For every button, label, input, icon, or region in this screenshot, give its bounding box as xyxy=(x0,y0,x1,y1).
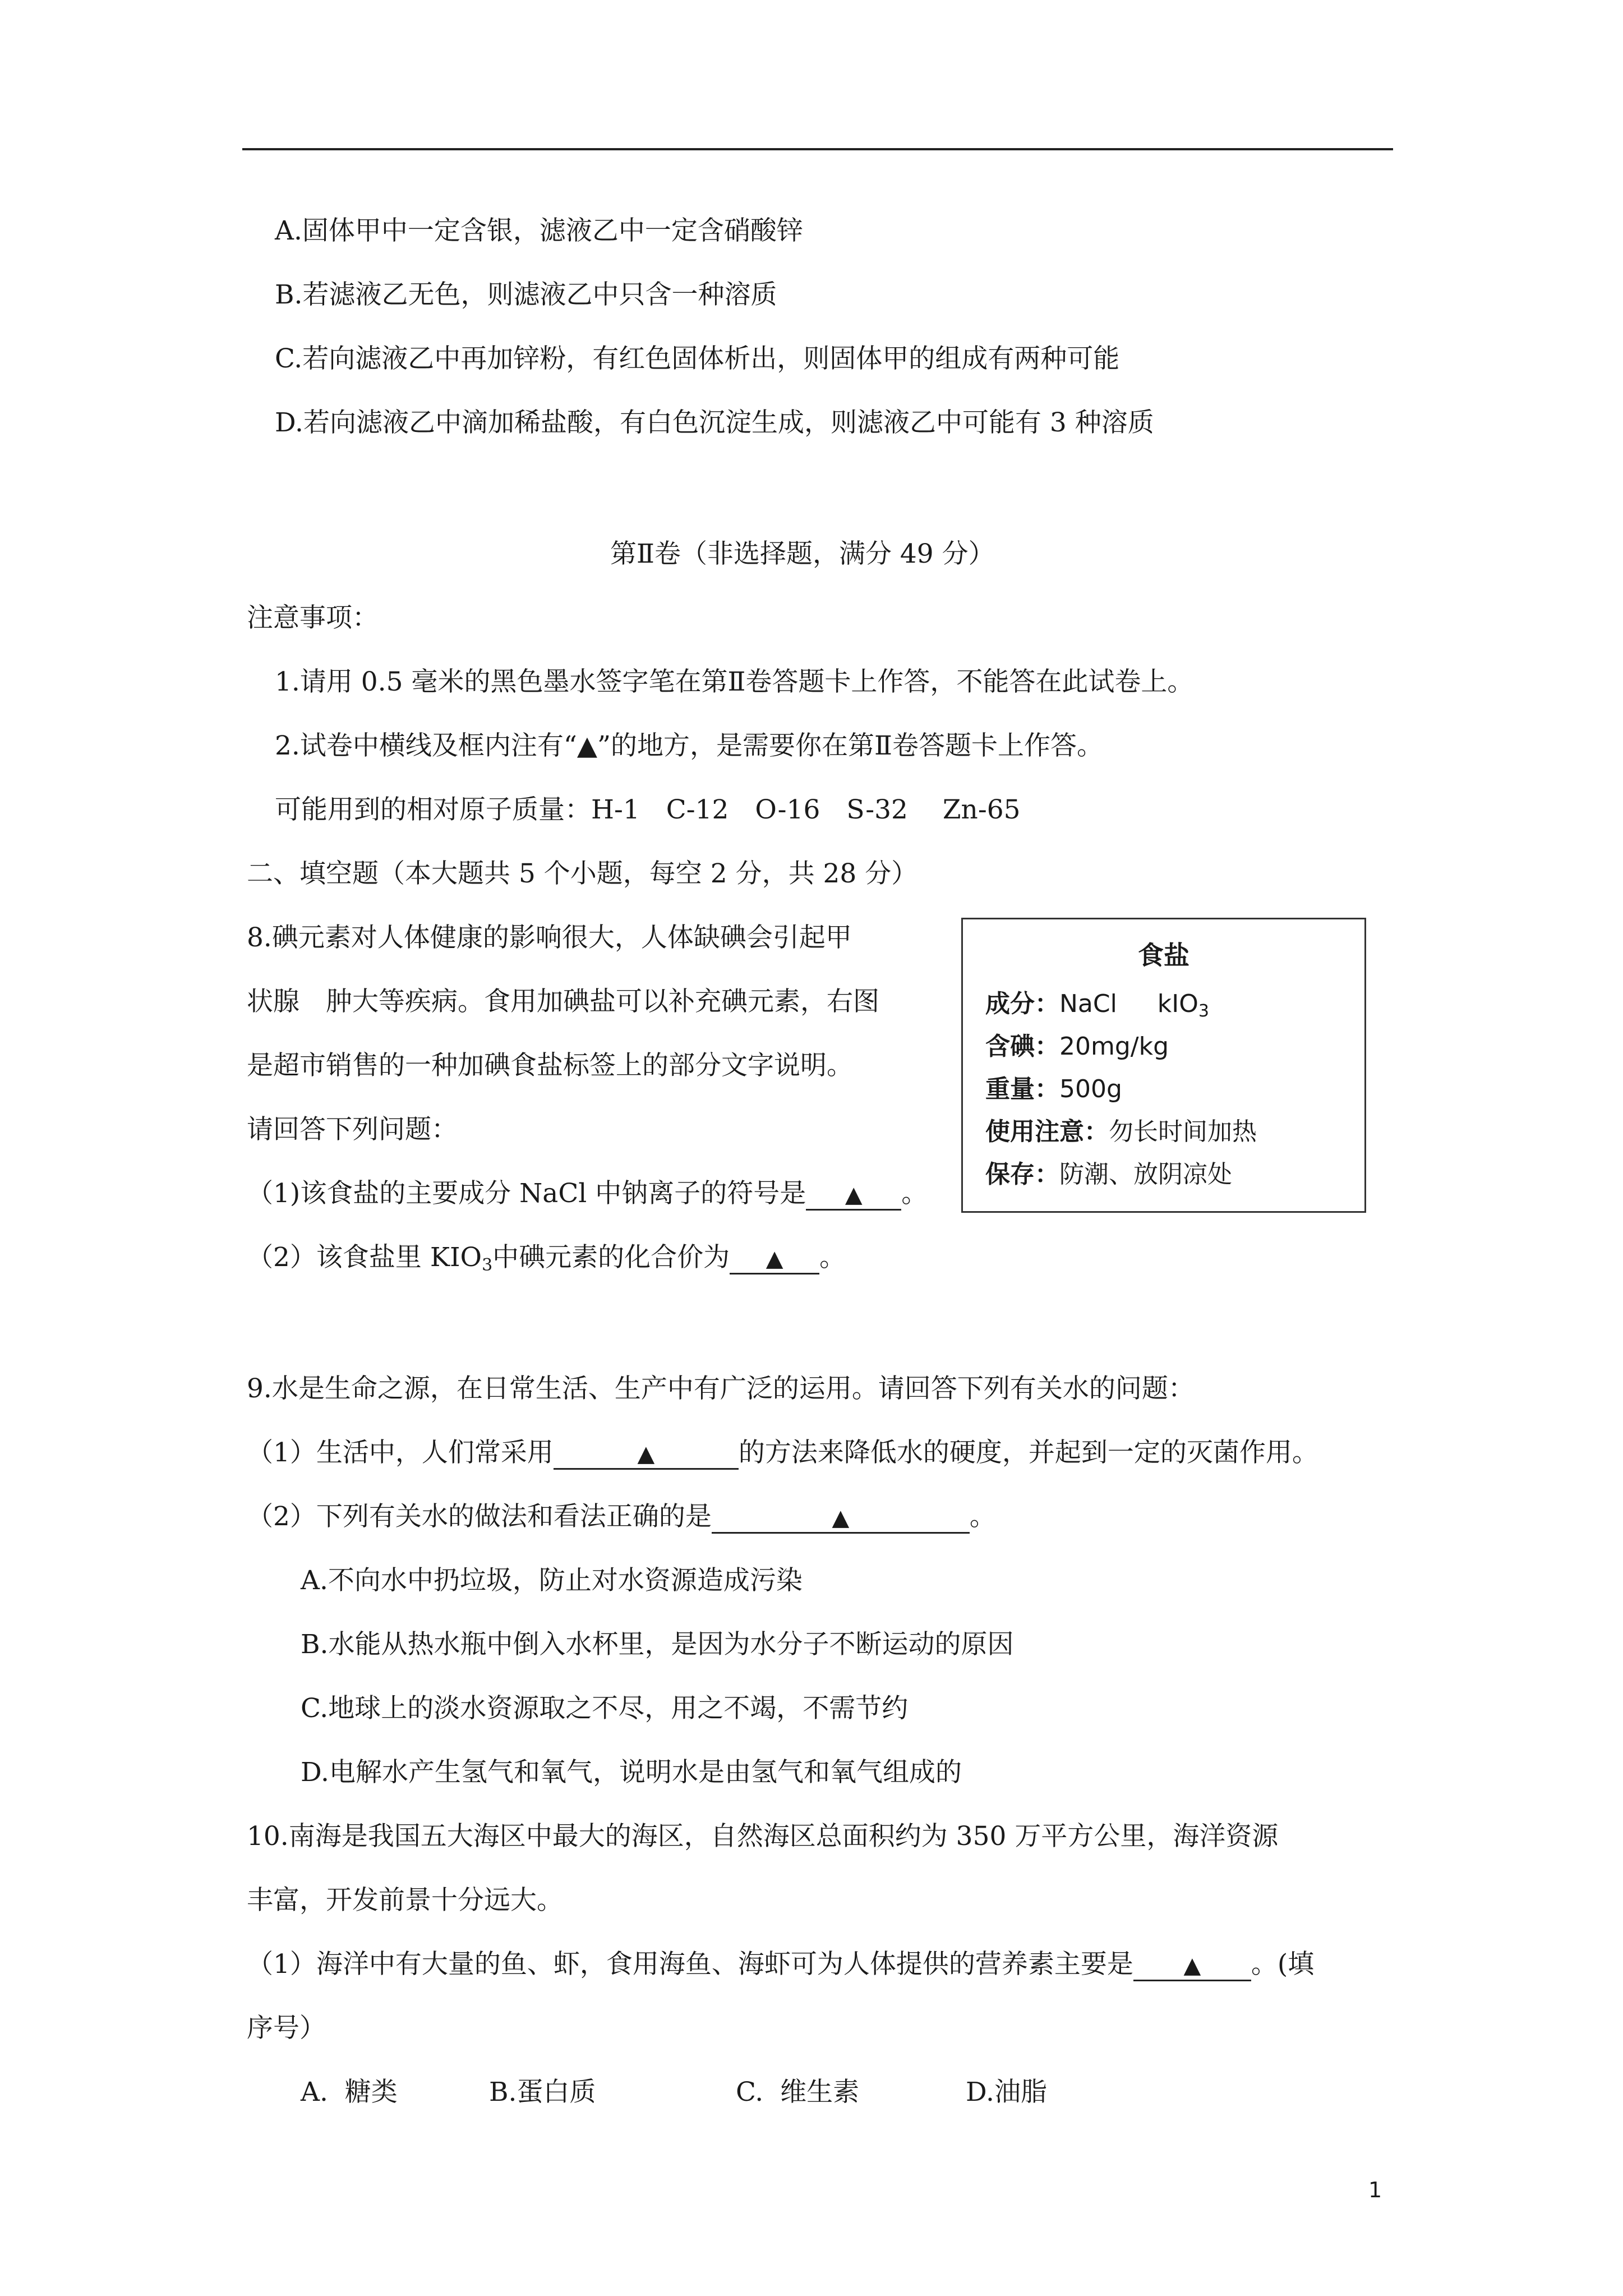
note-2: 2.试卷中横线及框内注有“▲”的地方，是需要你在第Ⅱ卷答题卡上作答。 xyxy=(275,730,1103,761)
answer-blank[interactable] xyxy=(1133,1950,1251,1981)
q10-option-a: A. 糖类 xyxy=(301,2077,398,2108)
q8-sub2-text-a: （2）该食盐里 KIO xyxy=(247,1242,482,1273)
page-number: 1 xyxy=(1368,2178,1382,2202)
storage-key: 保存： xyxy=(985,1160,1059,1189)
triangle-icon: ▲ xyxy=(766,1246,783,1272)
q10-stem-1: 10.南海是我国五大海区中最大的海区，自然海区总面积约为 350 万平方公里，海洋资源 xyxy=(247,1821,1279,1852)
q8-line-4: 请回答下列问题： xyxy=(247,1114,458,1145)
q9-option-d: D.电解水产生氢气和氧气，说明水是由氢气和氧气组成的 xyxy=(301,1757,962,1788)
q10-sub1-a: （1）海洋中有大量的鱼、虾，食用海鱼、海虾可为人体提供的营养素主要是 xyxy=(247,1949,1133,1980)
q8-sub2-text-b: 中碘元素的化合价为 xyxy=(492,1242,730,1273)
triangle-icon: ▲ xyxy=(845,1182,863,1208)
q10-sub-1 xyxy=(247,1948,1314,1981)
notes-title: 注意事项： xyxy=(247,602,379,633)
salt-label xyxy=(961,918,1366,1213)
q9-sub-2 xyxy=(247,1500,996,1534)
q10-option-c: C. 维生素 xyxy=(736,2077,860,2108)
q8-sub2-end: 。 xyxy=(819,1242,846,1273)
triangle-icon: ▲ xyxy=(832,1505,850,1531)
q7-option-b: B.若滤液乙无色，则滤液乙中只含一种溶质 xyxy=(275,279,777,310)
answer-blank[interactable] xyxy=(730,1244,819,1274)
salt-label-title: 食盐 xyxy=(1138,940,1189,970)
salt-label-weight xyxy=(985,1069,1122,1105)
note-1: 1.请用 0.5 毫米的黑色墨水签字笔在第Ⅱ卷答题卡上作答，不能答在此试卷上。 xyxy=(275,666,1194,697)
iodine-key: 含碘： xyxy=(985,1032,1059,1061)
salt-label-ingredients xyxy=(985,983,1209,1019)
q10-sub1-b: 。(填 xyxy=(1251,1949,1315,1980)
q9-sub-1 xyxy=(247,1436,1318,1470)
q8-sub1-text: （1)该食盐的主要成分 NaCl 中钠离子的符号是 xyxy=(247,1178,806,1209)
atomic-masses: 可能用到的相对原子质量：H-1 C-12 O-16 S-32 Zn-65 xyxy=(275,794,1021,825)
answer-blank[interactable] xyxy=(554,1439,739,1470)
q10-option-b: B.蛋白质 xyxy=(489,2077,596,2108)
q9-sub1-a: （1）生活中，人们常采用 xyxy=(247,1437,554,1468)
header-rule xyxy=(242,148,1393,150)
usage-value: 勿长时间加热 xyxy=(1109,1117,1257,1146)
storage-value: 防潮、放阴凉处 xyxy=(1059,1160,1232,1189)
usage-key: 使用注意： xyxy=(985,1117,1109,1146)
ingredients-subscript: 3 xyxy=(1198,1001,1209,1021)
q9-stem: 9.水是生命之源，在日常生活、生产中有广泛的运用。请回答下列有关水的问题： xyxy=(247,1373,1195,1404)
salt-label-storage xyxy=(985,1154,1232,1190)
q8-line-3: 是超市销售的一种加碘食盐标签上的部分文字说明。 xyxy=(247,1050,853,1081)
q7-option-a: A.固体甲中一定含银，滤液乙中一定含硝酸锌 xyxy=(275,215,803,246)
q10-sub-1-line-2: 序号） xyxy=(247,2013,326,2044)
q8-sub1-end: 。 xyxy=(901,1178,928,1209)
section-title: 二、填空题（本大题共 5 个小题，每空 2 分，共 28 分） xyxy=(247,858,918,889)
part2-heading: 第Ⅱ卷（非选择题，满分 49 分） xyxy=(610,539,995,569)
q10-option-d: D.油脂 xyxy=(966,2077,1047,2108)
q7-option-d: D.若向滤液乙中滴加稀盐酸，有白色沉淀生成，则滤液乙中可能有 3 种溶质 xyxy=(275,407,1154,438)
q7-option-c: C.若向滤液乙中再加锌粉，有红色固体析出，则固体甲的组成有两种可能 xyxy=(275,343,1120,374)
q10-stem-2: 丰富，开发前景十分远大。 xyxy=(247,1885,563,1916)
q8-line-2: 状腺 肿大等疾病。食用加碘盐可以补充碘元素，右图 xyxy=(247,986,879,1017)
answer-blank[interactable] xyxy=(712,1503,970,1534)
ingredients-value: NaCl kIO xyxy=(1059,990,1198,1018)
q9-sub2-a: （2）下列有关水的做法和看法正确的是 xyxy=(247,1501,712,1532)
weight-value: 500g xyxy=(1059,1075,1122,1103)
weight-key: 重量： xyxy=(985,1075,1059,1103)
q8-sub-1 xyxy=(247,1177,928,1211)
q9-sub1-b: 的方法来降低水的硬度，并起到一定的灭菌作用。 xyxy=(738,1437,1318,1468)
answer-blank[interactable] xyxy=(806,1180,901,1211)
q9-option-b: B.水能从热水瓶中倒入水杯里，是因为水分子不断运动的原因 xyxy=(301,1629,1014,1660)
iodine-value: 20mg/kg xyxy=(1059,1032,1169,1061)
triangle-icon: ▲ xyxy=(637,1441,655,1467)
q8-line-1: 8.碘元素对人体健康的影响很大，人体缺碘会引起甲 xyxy=(247,922,852,953)
q9-sub2-end: 。 xyxy=(969,1501,996,1532)
q9-option-a: A.不向水中扔垃圾，防止对水资源造成污染 xyxy=(301,1565,803,1596)
q9-option-c: C.地球上的淡水资源取之不尽，用之不竭，不需节约 xyxy=(301,1693,909,1724)
q8-sub-2 xyxy=(247,1241,846,1274)
q8-sub2-subscript: 3 xyxy=(482,1255,493,1275)
salt-label-iodine xyxy=(985,1026,1169,1062)
salt-label-usage xyxy=(985,1111,1257,1147)
ingredients-key: 成分： xyxy=(985,990,1059,1018)
triangle-icon: ▲ xyxy=(1183,1953,1201,1978)
